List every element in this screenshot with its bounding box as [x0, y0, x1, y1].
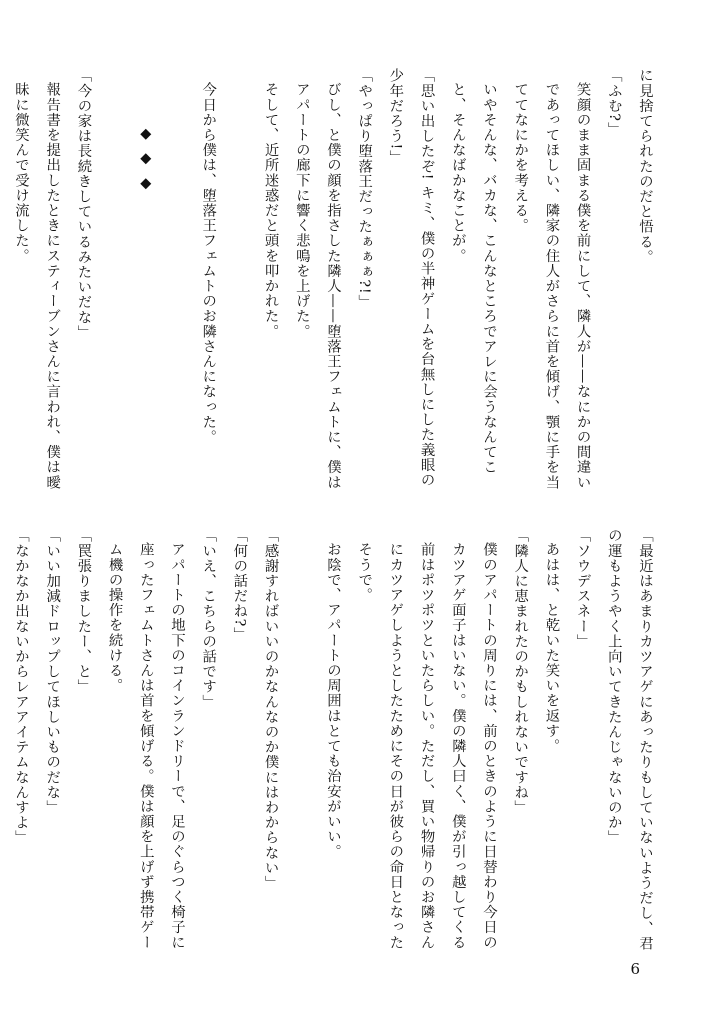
paragraph: 「いい加減ドロップしてほしいものだな」	[44, 528, 61, 815]
paragraph: 「最近はあまりカツアゲにあったりもしていないようだし、君の運もようやく上向いてきたんじゃないのか」	[605, 528, 653, 951]
bottom-text-column	[12, 528, 660, 956]
page-number: 6	[630, 960, 640, 978]
paragraph: 「ふむ?」	[605, 68, 622, 137]
blank-line	[223, 68, 254, 492]
blank-line	[161, 68, 192, 492]
paragraph: 「やっぱり堕落王だったぁぁぁ?!」	[356, 68, 373, 310]
paragraph: 報告書を提出したときにスティーブンさんに言われ、僕は曖昧に微笑んで受け流した。	[12, 82, 61, 491]
paragraph: お陰で、アパートの周囲はとても治安がいい。	[324, 542, 341, 860]
paragraph: 僕のアパートの周りには、前のときのように日替わり今日のカツアゲ面子はいない。僕の隣人曰く、僕が引っ越してくる前はポツポツといたらしい。ただし、買い物帰りのお隣さんにカツアゲしようとしたためにその日が彼らの命日となったそうで。	[356, 542, 497, 951]
blank-line	[98, 68, 129, 492]
blank-line	[286, 528, 317, 956]
paragraph: 「何の話だね?」	[231, 528, 248, 643]
paragraph: 「感謝すればいいのかなんなのか僕にはわからない」	[262, 528, 279, 891]
paragraph: 今日から僕は、堕落王フェムトのお隣さんになった。	[200, 82, 217, 445]
scene-break-diamonds: ◆◆◆	[137, 125, 154, 200]
paragraph: いやそんな、バカな、こんなところでアレに会うなんてこと、そんなばかなことが。	[449, 82, 497, 475]
paragraph: 「いえ、こちらの話です」	[200, 528, 217, 710]
paragraph: 「ソウデスネー」	[574, 528, 591, 649]
paragraph: あはは、と乾いた笑いを返す。	[543, 542, 560, 754]
paragraph: アパートの地下のコインランドリーで、足のぐらつく椅子に座ったフェムトさんは首を傾げる。僕は顔を上げず携帯ゲーム機の操作を続ける。	[106, 542, 185, 951]
paragraph: 笑顔のまま固まる僕を前にして、隣人が——なにかの間違いであってほしい、隣家の住人がさらに首を傾げ、顎に手を当ててなにかを考える。	[512, 82, 591, 491]
paragraph: びし、と僕の顔を指さした隣人——堕落王フェムトに、僕はアパートの廊下に響く悲鳴を上げた。	[293, 82, 341, 491]
paragraph	[0, 68, 5, 492]
paragraph: そして、近所迷惑だと頭を叩かれた。	[262, 82, 279, 340]
top-text-column	[12, 68, 660, 492]
paragraph: 「罠張りましたー、と」	[75, 528, 92, 695]
paragraph: 「今の家は長続きしているみたいだな」	[75, 68, 92, 340]
paragraph: に見捨てられたのだと悟る。	[637, 68, 653, 265]
paragraph: 「隣人に恵まれたのかもしれないですね」	[512, 528, 529, 815]
paragraph	[0, 528, 5, 956]
paragraph: 「なかなか出ないからレアアイテムなんすよ」	[12, 528, 29, 846]
paragraph: 「思い出したぞ! キミ、僕の半神ゲームを台無しにした義眼の少年だろう!」	[387, 68, 435, 488]
